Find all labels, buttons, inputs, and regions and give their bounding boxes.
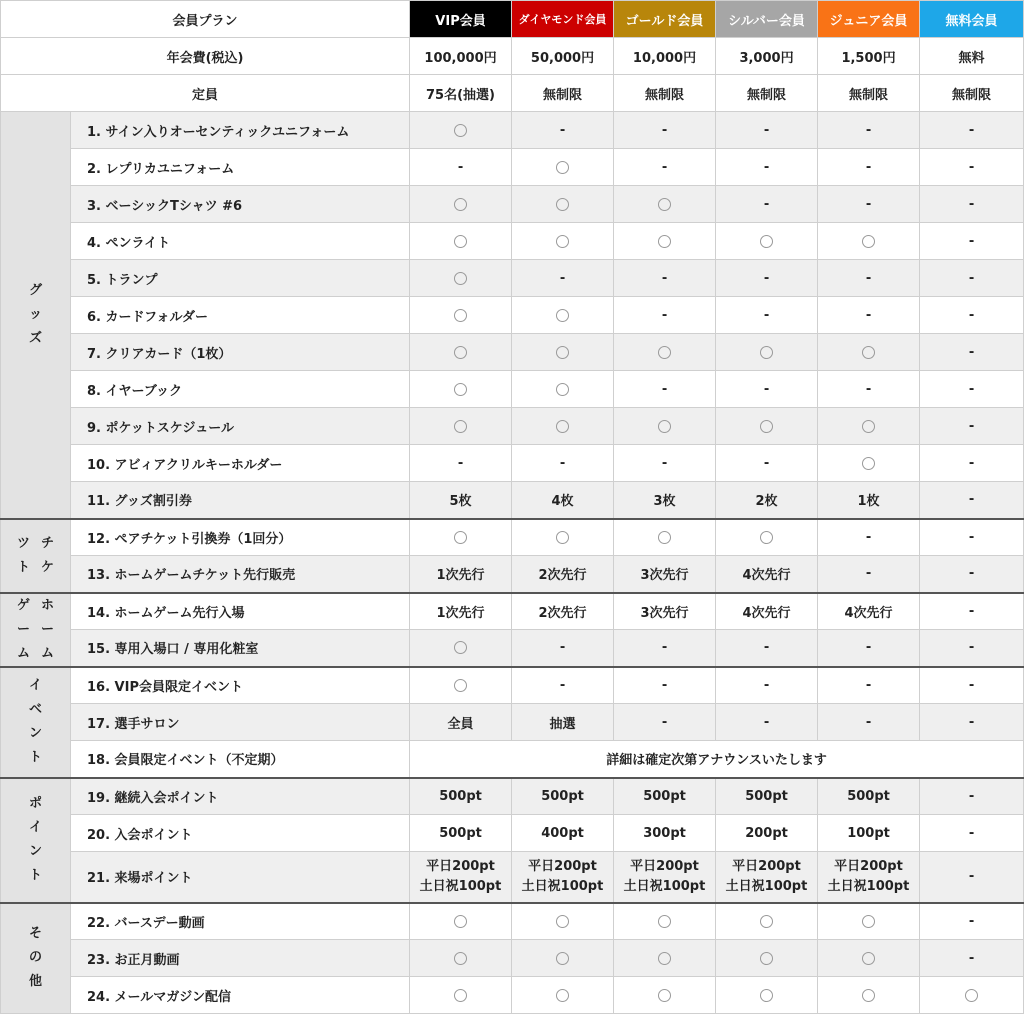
benefit-value: 500pt	[410, 815, 512, 852]
fee-vip: 100,000円	[410, 38, 512, 75]
benefit-value: -	[818, 704, 920, 741]
benefit-value: -	[614, 112, 716, 149]
benefit-value: -	[410, 149, 512, 186]
benefit-value	[716, 903, 818, 940]
benefit-value: 300pt	[614, 815, 716, 852]
benefit-item-label: 18. 会員限定イベント（不定期）	[71, 741, 410, 778]
benefit-value: -	[920, 815, 1024, 852]
plan-label: 会員プラン	[1, 1, 410, 38]
category-label	[1, 903, 71, 1014]
benefit-value: 1次先行	[410, 593, 512, 630]
circle-mark-icon	[862, 915, 875, 928]
benefit-value: 2次先行	[512, 593, 614, 630]
benefit-value	[818, 940, 920, 977]
circle-mark-icon	[454, 235, 467, 248]
plan-name-junior: ジュニア会員	[818, 1, 920, 38]
benefit-value	[512, 297, 614, 334]
benefit-value	[512, 852, 614, 903]
benefit-value: -	[716, 112, 818, 149]
benefit-value: -	[614, 667, 716, 704]
circle-mark-icon	[862, 420, 875, 433]
capacity-silver: 無制限	[716, 75, 818, 112]
circle-mark-icon	[454, 679, 467, 692]
benefit-value: -	[920, 186, 1024, 223]
benefit-row	[1, 371, 1024, 408]
circle-mark-icon	[556, 989, 569, 1002]
circle-mark-icon	[556, 383, 569, 396]
circle-mark-icon	[658, 989, 671, 1002]
circle-mark-icon	[760, 989, 773, 1002]
benefit-value	[614, 903, 716, 940]
benefit-table-body	[1, 112, 1024, 1014]
fee-diamond: 50,000円	[512, 38, 614, 75]
circle-mark-icon	[658, 915, 671, 928]
benefit-value	[410, 630, 512, 667]
benefit-row	[1, 977, 1024, 1014]
benefit-value	[614, 223, 716, 260]
benefit-item-label: 10. アビィアクリルキーホルダー	[71, 445, 410, 482]
circle-mark-icon	[454, 641, 467, 654]
benefit-value: -	[920, 408, 1024, 445]
benefit-value: -	[920, 940, 1024, 977]
benefit-value	[614, 852, 716, 903]
benefit-value: -	[716, 297, 818, 334]
benefit-item-label: 23. お正月動画	[71, 940, 410, 977]
benefit-value: -	[716, 667, 818, 704]
benefit-value: -	[920, 482, 1024, 519]
benefit-value: 400pt	[512, 815, 614, 852]
benefit-value: -	[818, 149, 920, 186]
benefit-item-label: 13. ホームゲームチケット先行販売	[71, 556, 410, 593]
benefit-value: -	[716, 704, 818, 741]
benefit-value	[614, 519, 716, 556]
category-column: チケ	[40, 535, 54, 575]
benefit-value	[614, 408, 716, 445]
benefit-value	[512, 977, 614, 1014]
plan-header-row	[1, 1, 1024, 38]
benefit-row	[1, 260, 1024, 297]
fee-row	[1, 38, 1024, 75]
benefit-value	[410, 408, 512, 445]
benefit-item-label: 16. VIP会員限定イベント	[71, 667, 410, 704]
benefit-value	[512, 334, 614, 371]
benefit-value: -	[818, 371, 920, 408]
capacity-row	[1, 75, 1024, 112]
circle-mark-icon	[862, 457, 875, 470]
benefit-value	[410, 667, 512, 704]
benefit-item-label: 2. レプリカユニフォーム	[71, 149, 410, 186]
plan-name-silver: シルバー会員	[716, 1, 818, 38]
capacity-junior: 無制限	[818, 75, 920, 112]
benefit-item-label: 6. カードフォルダー	[71, 297, 410, 334]
benefit-row	[1, 940, 1024, 977]
benefit-value: -	[716, 371, 818, 408]
benefit-value: -	[920, 778, 1024, 815]
benefit-value: -	[920, 334, 1024, 371]
benefit-value: -	[512, 112, 614, 149]
circle-mark-icon	[862, 989, 875, 1002]
benefit-row	[1, 297, 1024, 334]
benefit-value: -	[614, 704, 716, 741]
circle-mark-icon	[556, 235, 569, 248]
benefit-value	[512, 519, 614, 556]
benefit-value: -	[818, 112, 920, 149]
benefit-value: -	[818, 297, 920, 334]
benefit-value	[818, 334, 920, 371]
benefit-row	[1, 815, 1024, 852]
benefit-value: 抽選	[512, 704, 614, 741]
benefit-row	[1, 903, 1024, 940]
benefit-value: -	[920, 223, 1024, 260]
circle-mark-icon	[760, 235, 773, 248]
benefit-value: -	[920, 149, 1024, 186]
benefit-value	[614, 334, 716, 371]
benefit-value	[410, 852, 512, 903]
circle-mark-icon	[658, 198, 671, 211]
plan-name-gold: ゴールド会員	[614, 1, 716, 38]
benefit-value	[410, 112, 512, 149]
benefit-value: 2次先行	[512, 556, 614, 593]
benefit-value	[410, 940, 512, 977]
benefit-value: -	[920, 297, 1024, 334]
benefit-value: 500pt	[410, 778, 512, 815]
benefit-value: -	[716, 149, 818, 186]
fee-silver: 3,000円	[716, 38, 818, 75]
benefit-row	[1, 630, 1024, 667]
circle-mark-icon	[454, 272, 467, 285]
benefit-value	[818, 223, 920, 260]
circle-mark-icon	[862, 235, 875, 248]
benefit-value: -	[920, 112, 1024, 149]
capacity-gold: 無制限	[614, 75, 716, 112]
benefit-value	[410, 334, 512, 371]
benefit-value	[716, 408, 818, 445]
category-label	[1, 667, 71, 778]
circle-mark-icon	[556, 309, 569, 322]
benefit-item-label: 20. 入会ポイント	[71, 815, 410, 852]
benefit-value: -	[818, 260, 920, 297]
benefit-item-label: 5. トランプ	[71, 260, 410, 297]
plan-name-diamond: ダイヤモンド会員	[512, 1, 614, 38]
benefit-value: 500pt	[716, 778, 818, 815]
benefit-item-label: 19. 継続入会ポイント	[71, 778, 410, 815]
benefit-value	[512, 408, 614, 445]
benefit-value: -	[920, 556, 1024, 593]
circle-mark-icon	[556, 531, 569, 544]
benefit-row	[1, 408, 1024, 445]
benefit-value	[410, 519, 512, 556]
two-line-value: 平日200pt 土日祝100pt	[725, 858, 808, 894]
benefit-value	[410, 977, 512, 1014]
benefit-value: -	[716, 445, 818, 482]
benefit-value	[410, 371, 512, 408]
benefit-value	[716, 852, 818, 903]
capacity-diamond: 無制限	[512, 75, 614, 112]
circle-mark-icon	[760, 952, 773, 965]
benefit-value: 4次先行	[716, 593, 818, 630]
benefit-value: -	[920, 630, 1024, 667]
benefit-value: 4次先行	[716, 556, 818, 593]
circle-mark-icon	[658, 235, 671, 248]
benefit-value	[716, 334, 818, 371]
benefit-row	[1, 186, 1024, 223]
benefit-value: -	[920, 593, 1024, 630]
benefit-row	[1, 149, 1024, 186]
circle-mark-icon	[454, 346, 467, 359]
benefit-value: 2枚	[716, 482, 818, 519]
fee-free: 無料	[920, 38, 1024, 75]
benefit-item-label: 4. ペンライト	[71, 223, 410, 260]
benefit-value: 200pt	[716, 815, 818, 852]
benefit-value: -	[818, 519, 920, 556]
benefit-value: -	[818, 630, 920, 667]
benefit-value	[614, 186, 716, 223]
benefit-value	[410, 223, 512, 260]
benefit-item-label: 15. 専用入場口 / 専用化粧室	[71, 630, 410, 667]
benefit-row	[1, 445, 1024, 482]
benefit-value	[716, 223, 818, 260]
two-line-value: 平日200pt 土日祝100pt	[827, 858, 910, 894]
benefit-value: -	[614, 445, 716, 482]
benefit-value	[512, 940, 614, 977]
benefit-value: -	[818, 667, 920, 704]
benefit-value: 500pt	[614, 778, 716, 815]
circle-mark-icon	[658, 420, 671, 433]
benefit-value	[716, 977, 818, 1014]
benefit-row	[1, 334, 1024, 371]
two-line-value: 平日200pt 土日祝100pt	[623, 858, 706, 894]
benefit-item-label: 24. メールマガジン配信	[71, 977, 410, 1014]
benefit-value: -	[716, 630, 818, 667]
benefit-row	[1, 704, 1024, 741]
benefit-row	[1, 852, 1024, 903]
benefit-item-label: 21. 来場ポイント	[71, 852, 410, 903]
benefit-value	[512, 903, 614, 940]
category-label	[1, 519, 71, 593]
benefit-value	[614, 977, 716, 1014]
benefit-value: -	[818, 556, 920, 593]
benefit-value: -	[512, 260, 614, 297]
benefit-row	[1, 778, 1024, 815]
benefit-value: 3次先行	[614, 556, 716, 593]
benefit-value: -	[920, 260, 1024, 297]
benefit-item-label: 8. イヤーブック	[71, 371, 410, 408]
benefit-value	[818, 445, 920, 482]
circle-mark-icon	[965, 989, 978, 1002]
benefit-value: 全員	[410, 704, 512, 741]
benefit-value: -	[512, 630, 614, 667]
benefit-value: 4次先行	[818, 593, 920, 630]
benefit-value: -	[920, 903, 1024, 940]
benefit-value: -	[920, 704, 1024, 741]
circle-mark-icon	[658, 531, 671, 544]
circle-mark-icon	[556, 198, 569, 211]
benefit-item-label: 3. ベーシックTシャツ #6	[71, 186, 410, 223]
benefit-value	[614, 940, 716, 977]
benefit-item-label: 14. ホームゲーム先行入場	[71, 593, 410, 630]
benefit-value: 4枚	[512, 482, 614, 519]
benefit-row	[1, 667, 1024, 704]
circle-mark-icon	[556, 952, 569, 965]
benefit-value	[410, 903, 512, 940]
category-vertical-text: グッズ	[28, 282, 42, 346]
merged-note: 詳細は確定次第アナウンスいたします	[410, 741, 1024, 778]
benefit-row	[1, 112, 1024, 149]
category-label	[1, 778, 71, 903]
benefit-value	[818, 408, 920, 445]
benefit-value: -	[716, 186, 818, 223]
circle-mark-icon	[556, 346, 569, 359]
category-column: ツト	[16, 535, 30, 575]
benefit-value: -	[614, 260, 716, 297]
benefit-value	[512, 223, 614, 260]
benefit-value	[512, 186, 614, 223]
benefit-value: 3次先行	[614, 593, 716, 630]
benefit-value: 500pt	[512, 778, 614, 815]
benefit-item-label: 1. サイン入りオーセンティックユニフォーム	[71, 112, 410, 149]
benefit-row	[1, 741, 1024, 778]
circle-mark-icon	[556, 161, 569, 174]
benefit-value: 5枚	[410, 482, 512, 519]
benefit-value: -	[512, 445, 614, 482]
fee-junior: 1,500円	[818, 38, 920, 75]
two-line-value: 平日200pt 土日祝100pt	[419, 858, 502, 894]
benefit-value: -	[614, 149, 716, 186]
benefit-row	[1, 519, 1024, 556]
plan-name-vip: VIP会員	[410, 1, 512, 38]
benefit-value: -	[818, 186, 920, 223]
benefit-value	[410, 260, 512, 297]
benefit-value	[410, 186, 512, 223]
benefit-value: -	[920, 371, 1024, 408]
benefit-value: -	[716, 260, 818, 297]
category-column: ゲーム	[16, 597, 30, 661]
category-vertical-text: イベント	[28, 678, 42, 765]
benefit-row	[1, 556, 1024, 593]
circle-mark-icon	[760, 531, 773, 544]
benefit-value	[920, 977, 1024, 1014]
benefit-value: -	[920, 667, 1024, 704]
benefit-value: 1次先行	[410, 556, 512, 593]
circle-mark-icon	[556, 915, 569, 928]
benefit-item-label: 11. グッズ割引券	[71, 482, 410, 519]
circle-mark-icon	[658, 952, 671, 965]
circle-mark-icon	[556, 420, 569, 433]
benefit-item-label: 9. ポケットスケジュール	[71, 408, 410, 445]
category-vertical-text: ポイント	[28, 796, 42, 883]
benefit-value: -	[920, 519, 1024, 556]
benefit-row	[1, 482, 1024, 519]
benefit-value: 3枚	[614, 482, 716, 519]
circle-mark-icon	[760, 915, 773, 928]
benefit-value	[512, 149, 614, 186]
fee-gold: 10,000円	[614, 38, 716, 75]
circle-mark-icon	[760, 420, 773, 433]
benefit-value	[716, 940, 818, 977]
plan-name-free: 無料会員	[920, 1, 1024, 38]
two-line-value: 平日200pt 土日祝100pt	[521, 858, 604, 894]
benefit-value: -	[614, 297, 716, 334]
category-label	[1, 112, 71, 519]
circle-mark-icon	[454, 309, 467, 322]
benefit-value	[512, 371, 614, 408]
circle-mark-icon	[454, 989, 467, 1002]
circle-mark-icon	[454, 952, 467, 965]
benefit-value: -	[410, 445, 512, 482]
benefit-value: -	[614, 371, 716, 408]
benefit-value: 1枚	[818, 482, 920, 519]
benefit-value: -	[614, 630, 716, 667]
benefit-row	[1, 593, 1024, 630]
capacity-vip: 75名(抽選)	[410, 75, 512, 112]
circle-mark-icon	[454, 420, 467, 433]
circle-mark-icon	[454, 383, 467, 396]
benefit-item-label: 12. ペアチケット引換券（1回分）	[71, 519, 410, 556]
fee-label: 年会費(税込)	[1, 38, 410, 75]
category-column: ホーム	[40, 597, 54, 661]
circle-mark-icon	[862, 952, 875, 965]
circle-mark-icon	[454, 915, 467, 928]
benefit-value: 500pt	[818, 778, 920, 815]
benefit-value	[818, 903, 920, 940]
circle-mark-icon	[658, 346, 671, 359]
circle-mark-icon	[454, 198, 467, 211]
circle-mark-icon	[454, 124, 467, 137]
benefit-value	[818, 977, 920, 1014]
category-vertical-text: その他	[28, 926, 42, 990]
benefit-item-label: 7. クリアカード（1枚）	[71, 334, 410, 371]
benefit-value: -	[920, 445, 1024, 482]
benefit-value: -	[920, 852, 1024, 903]
category-label	[1, 593, 71, 667]
benefit-value: 100pt	[818, 815, 920, 852]
benefit-item-label: 17. 選手サロン	[71, 704, 410, 741]
benefit-value	[818, 852, 920, 903]
benefit-item-label: 22. バースデー動画	[71, 903, 410, 940]
benefit-row	[1, 223, 1024, 260]
benefit-value	[716, 519, 818, 556]
capacity-free: 無制限	[920, 75, 1024, 112]
benefit-value: -	[512, 667, 614, 704]
benefit-value	[410, 297, 512, 334]
capacity-label: 定員	[1, 75, 410, 112]
circle-mark-icon	[862, 346, 875, 359]
circle-mark-icon	[760, 346, 773, 359]
circle-mark-icon	[454, 531, 467, 544]
